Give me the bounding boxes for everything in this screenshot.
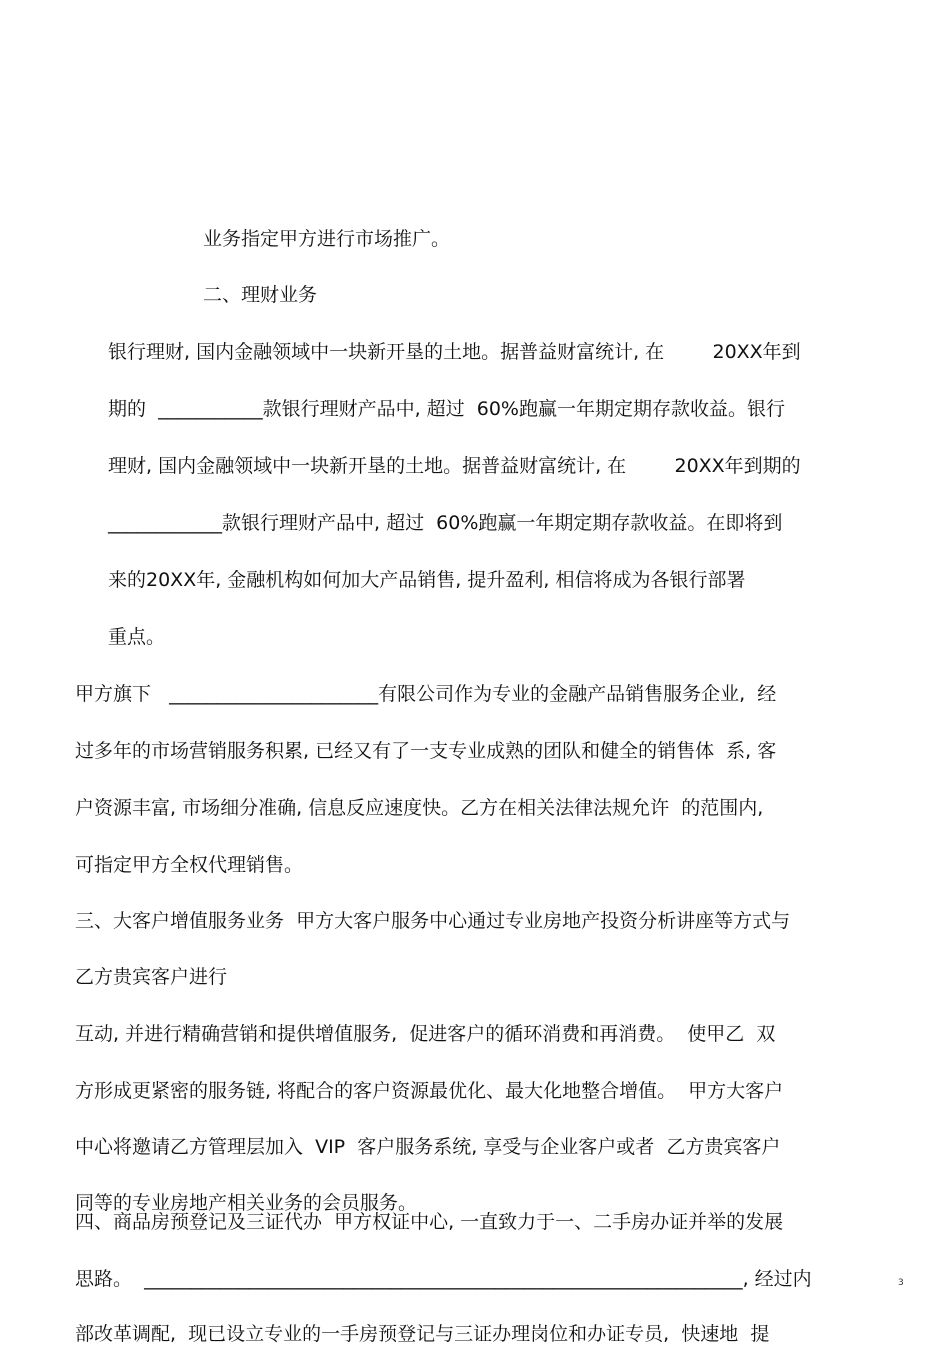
text-line: 银行理财, 国内金融领域中一块新开垦的土地。据普益财富统计, 在 20XX年到: [108, 341, 801, 363]
text-line: 互动, 并进行精确营销和提供增值服务, 促进客户的循环消费和再消费。 使甲乙 双: [75, 1023, 776, 1045]
text-line: 业务指定甲方进行市场推广。: [203, 228, 451, 250]
section-heading: 二、理财业务: [203, 284, 318, 306]
page-number: 3: [898, 1278, 904, 1288]
text-line: 期的 ___________款银行理财产品中, 超过 60%跑赢一年期定期存款收益。银行: [108, 398, 785, 420]
text-line: 户资源丰富, 市场细分准确, 信息反应速度快。乙方在相关法律法规允许 的范围内,: [75, 797, 764, 819]
text-line: 中心将邀请乙方管理层加入 VIP 客户服务系统, 享受与企业客户或者 乙方贵宾客户: [75, 1136, 781, 1158]
text-line: 过多年的市场营销服务积累, 已经又有了一支专业成熟的团队和健全的销售体 系, 客: [75, 740, 777, 762]
text-line: 同等的专业房地产相关业务的会员服务。: [75, 1192, 418, 1214]
text-line: 思路。 _______________________________________________________________, 经过内: [75, 1268, 812, 1290]
section-heading: 三、大客户增值服务业务 甲方大客户服务中心通过专业房地产投资分析讲座等方式与: [75, 910, 791, 932]
text-line: 来的20XX年, 金融机构如何加大产品销售, 提升盈利, 相信将成为各银行部署: [108, 569, 746, 591]
text-line: 重点。: [108, 626, 166, 648]
text-line: 方形成更紧密的服务链, 将配合的客户资源最优化、最大化地整合增值。 甲方大客户: [75, 1080, 784, 1102]
text-line: 甲方旗下 ______________________有限公司作为专业的金融产品销售服务企业, 经: [75, 683, 777, 705]
text-line: 部改革调配, 现已设立专业的一手房预登记与三证办理岗位和办证专员, 快速地 提: [75, 1323, 770, 1345]
text-line: 乙方贵宾客户进行: [75, 966, 228, 988]
section-heading: 四、商品房预登记及三证代办 甲方权证中心, 一直致力于一、二手房办证并举的发展: [75, 1211, 784, 1233]
text-line: 理财, 国内金融领域中一块新开垦的土地。据普益财富统计, 在 20XX年到期的: [108, 455, 801, 477]
text-line: 可指定甲方全权代理销售。: [75, 854, 304, 876]
text-line: ____________款银行理财产品中, 超过 60%跑赢一年期定期存款收益。在即将到: [108, 512, 783, 534]
